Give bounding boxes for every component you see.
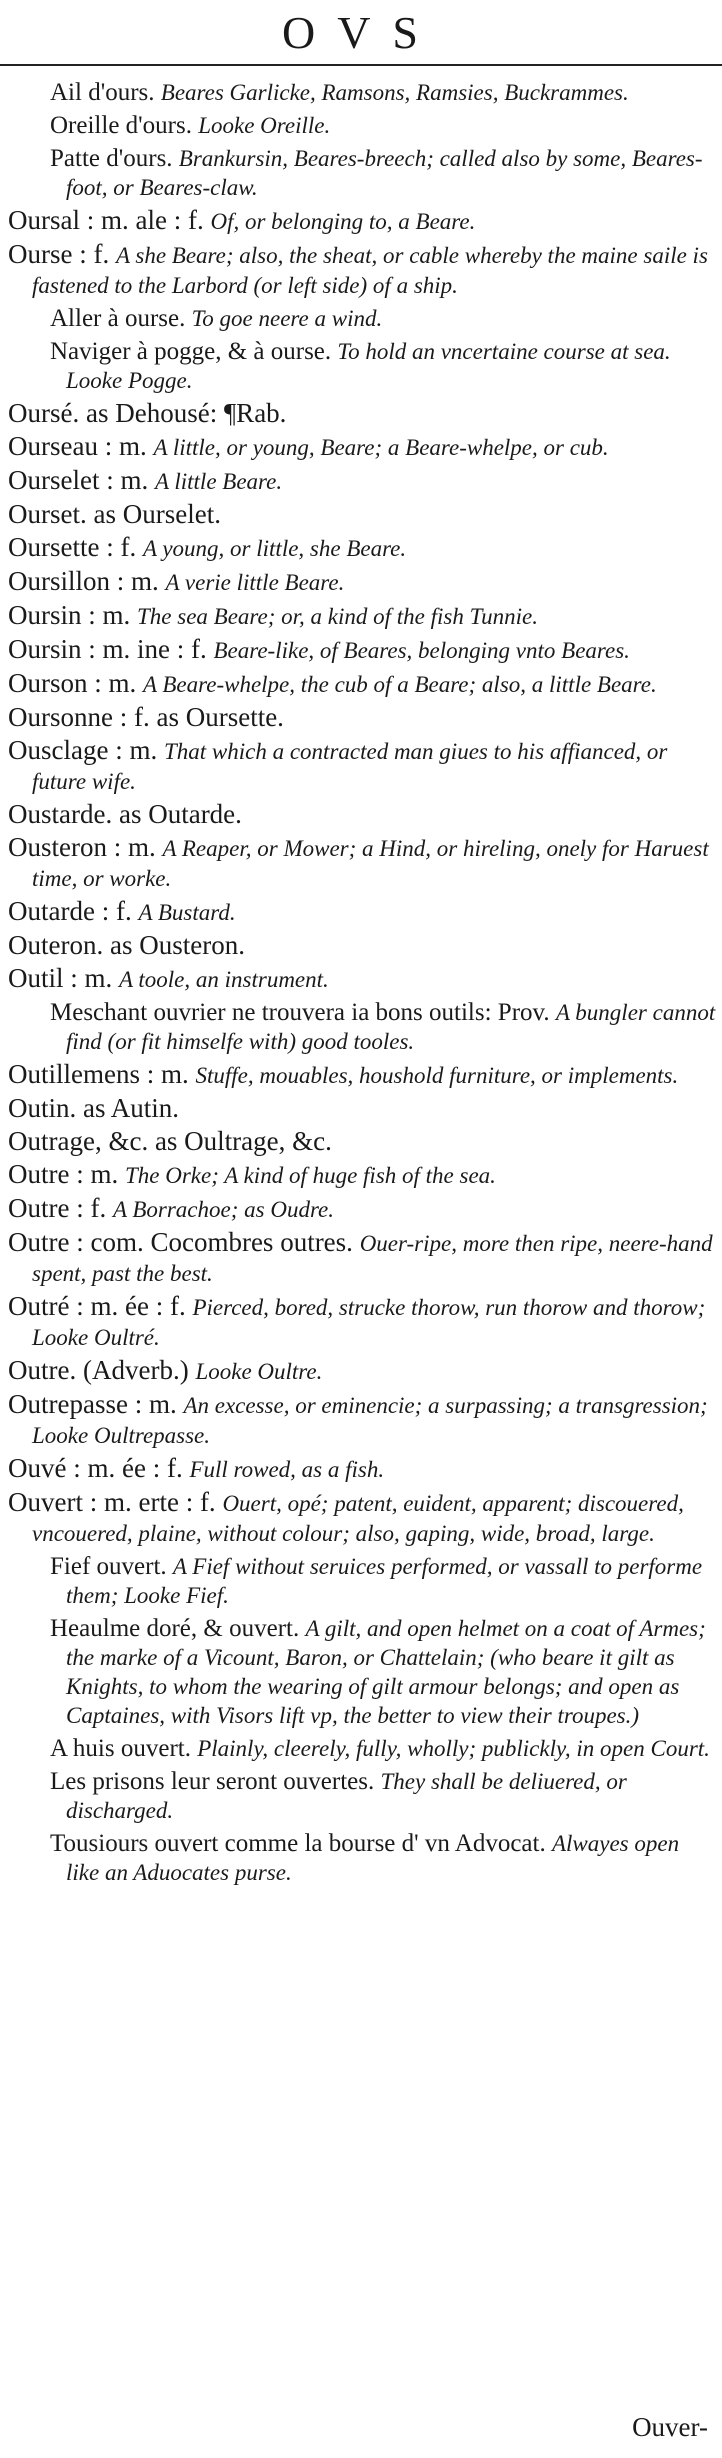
dictionary-entry [8,635,722,665]
entry-definition: Plainly, cleerely, fully, wholly; publickly, in open Court. [197,1736,710,1761]
entry-definition: A Fief without seruices performed, or vassall to performe them; Looke Fief. [66,1554,703,1608]
dictionary-entry [8,1160,722,1190]
dictionary-entry [50,1767,716,1825]
entry-headword: Oursin : m. ine : f. [8,634,207,664]
dictionary-entry [8,1127,722,1156]
dictionary-entry [50,1829,716,1887]
entry-headword: Ouvé : m. ée : f. [8,1453,183,1483]
dictionary-entry [8,1356,722,1386]
entry-definition: A young, or little, she Beare. [142,536,407,561]
entry-headword: Outarde : f. [8,896,132,926]
dictionary-entry [8,500,722,529]
entry-headword: Fief ouvert. [50,1553,167,1580]
entry-headword: Outil : m. [8,963,113,993]
entry-definition: A bungler cannot find (or fit himselfe with) good tooles. [66,1000,716,1054]
entry-definition: A Bustard. [138,900,236,925]
entry-definition: A verie little Beare. [165,570,345,595]
entry-definition: Of, or belonging to, a Beare. [210,209,476,234]
entry-headword: Ouvert : m. erte : f. [8,1487,216,1517]
entry-definition: Pierced, bored, strucke thorow, run thorow and thorow; Looke Oultré. [32,1295,706,1350]
dictionary-entry [8,466,722,496]
dictionary-entry [8,399,722,428]
dictionary-entry [8,897,722,927]
entry-definition: The sea Beare; or, a kind of the fish Tunnie. [137,604,538,629]
entry-definition: Alwayes open like an Aduocates purse. [66,1831,680,1885]
dictionary-entry [50,304,716,333]
entry-headword: Aller à ourse. [50,305,186,332]
entry-headword: Outre. (Adverb.) [8,1355,189,1385]
entry-headword: Ourson : m. [8,668,137,698]
dictionary-entry [50,111,716,140]
entry-headword: Ourset. as Ourselet. [8,499,221,529]
entry-definition: A gilt, and open helmet on a coat of Armes; the marke of a Vicount, Baron, or Chattelain; (who beare it gilt as Knights, to whom the wearing of gilt armour belongs; and open as Captaines, with Visors lift vp, the better to view their troupes.) [66,1616,706,1728]
entry-headword: Ourse : f. [8,239,110,269]
entry-headword: Oursonne : f. as Oursette. [8,702,284,732]
entry-headword: Outin. as Autin. [8,1093,180,1123]
entry-definition: To hold an vncertaine course at sea. Looke Pogge. [66,339,671,393]
entry-headword: Heaulme doré, & ouvert. [50,1615,300,1642]
entry-definition: To goe neere a wind. [191,306,383,331]
entry-headword: Oreille d'ours. [50,112,192,139]
entry-definition: An excesse, or eminencie; a surpassing; a transgression; Looke Oultrepasse. [32,1393,708,1448]
dictionary-entry [50,1552,716,1610]
dictionary-entry [8,601,722,631]
dictionary-entry [8,1292,722,1352]
entry-definition: A Beare-whelpe, the cub of a Beare; also, a little Beare. [143,672,657,697]
dictionary-entry [8,833,722,893]
page-title: OVS [281,7,441,58]
dictionary-entry [8,567,722,597]
entry-headword: Outré : m. ée : f. [8,1291,186,1321]
dictionary-entry [8,669,722,699]
dictionary-entry [8,1228,722,1288]
dictionary-entry [50,144,716,202]
dictionary-entry [8,240,722,300]
entry-definition: That which a contracted man giues to his affianced, or future wife. [32,739,668,794]
entry-headword: Ourseau : m. [8,431,147,461]
entry-definition: A Borrachoe; as Oudre. [112,1197,334,1222]
entry-definition: They shall be deliuered, or discharged. [66,1769,627,1823]
dictionary-entry [8,206,722,236]
dictionary-entry [50,998,716,1056]
entry-headword: Outre : com. Cocombres outres. [8,1227,353,1257]
entry-definition: A toole, an instrument. [119,967,329,992]
entry-definition: Looke Oreille. [198,113,331,138]
entry-headword: Outeron. as Ousteron. [8,930,245,960]
entry-definition: A little Beare. [154,469,283,494]
entry-headword: Outre : f. [8,1193,107,1223]
entry-headword: Outrage, &c. as Oultrage, &c. [8,1126,332,1156]
dictionary-entry [8,1390,722,1450]
entry-headword: Oustarde. as Outarde. [8,799,242,829]
entry-definition: Brankursin, Beares-breech; called also by some, Beares-foot, or Beares-claw. [66,146,703,200]
entry-headword: A huis ouvert. [50,1735,191,1762]
entry-headword: Tousiours ouvert comme la bourse d' vn Advocat. [50,1830,546,1857]
header-rule [0,64,722,66]
dictionary-entry [50,337,716,395]
dictionary-entry [8,533,722,563]
dictionary-entry [50,1734,716,1763]
dictionary-entry [8,1060,722,1090]
entry-definition: Beares Garlicke, Ramsons, Ramsies, Buckrammes. [160,80,629,105]
entry-headword: Oursillon : m. [8,566,159,596]
entry-definition: Full rowed, as a fish. [189,1457,385,1482]
entry-headword: Ourselet : m. [8,465,149,495]
entry-headword: Oursé. as Dehousé: ¶Rab. [8,398,287,428]
entry-headword: Ousclage : m. [8,735,158,765]
entry-headword: Oursal : m. ale : f. [8,205,204,235]
entry-definition: A she Beare; also, the sheat, or cable whereby the maine saile is fastened to the Larbord (or left side) of a ship. [32,243,708,298]
entry-definition: Looke Oultre. [195,1359,323,1384]
page-header [0,0,722,70]
entry-headword: Outrepasse : m. [8,1389,177,1419]
entry-headword: Oursin : m. [8,600,131,630]
dictionary-entry [8,964,722,994]
entry-headword: Oursette : f. [8,532,137,562]
dictionary-entry [8,1194,722,1224]
dictionary-entry [8,1454,722,1484]
entry-definition: A Reaper, or Mower; a Hind, or hireling, onely for Haruest time, or worke. [32,836,709,891]
dictionary-entry [8,931,722,960]
entry-headword: Ail d'ours. [50,79,155,106]
dictionary-entry [8,703,722,732]
dictionary-entry [50,1614,716,1730]
entry-definition: Stuffe, mouables, houshold furniture, or implements. [195,1063,679,1088]
dictionary-entry [8,800,722,829]
entry-headword: Outillemens : m. [8,1059,189,1089]
entry-headword: Outre : m. [8,1159,119,1189]
entry-definition: The Orke; A kind of huge fish of the sea. [124,1163,496,1188]
entry-headword: Ousteron : m. [8,832,156,862]
dictionary-entry [8,1094,722,1123]
entry-headword: Meschant ouvrier ne trouvera ia bons outils: Prov. [50,999,550,1026]
dictionary-entry [8,432,722,462]
dictionary-entries [0,78,722,1891]
dictionary-entry [8,1488,722,1548]
entry-definition: Beare-like, of Beares, belonging vnto Beares. [213,638,630,663]
dictionary-entry [50,78,716,107]
entry-definition: Ouer-ripe, more then ripe, neere-hand spent, past the best. [32,1231,713,1286]
entry-headword: Naviger à pogge, & à ourse. [50,338,332,365]
entry-definition: Ouert, opé; patent, euident, apparent; discouered, vncouered, plaine, without colour; also, gaping, wide, broad, large. [32,1491,684,1546]
dictionary-entry [8,736,722,796]
entry-headword: Les prisons leur seront ouvertes. [50,1768,375,1795]
catchword: Ouver- [632,2412,708,2442]
entry-definition: A little, or young, Beare; a Beare-whelpe, or cub. [153,435,609,460]
entry-headword: Patte d'ours. [50,145,173,172]
